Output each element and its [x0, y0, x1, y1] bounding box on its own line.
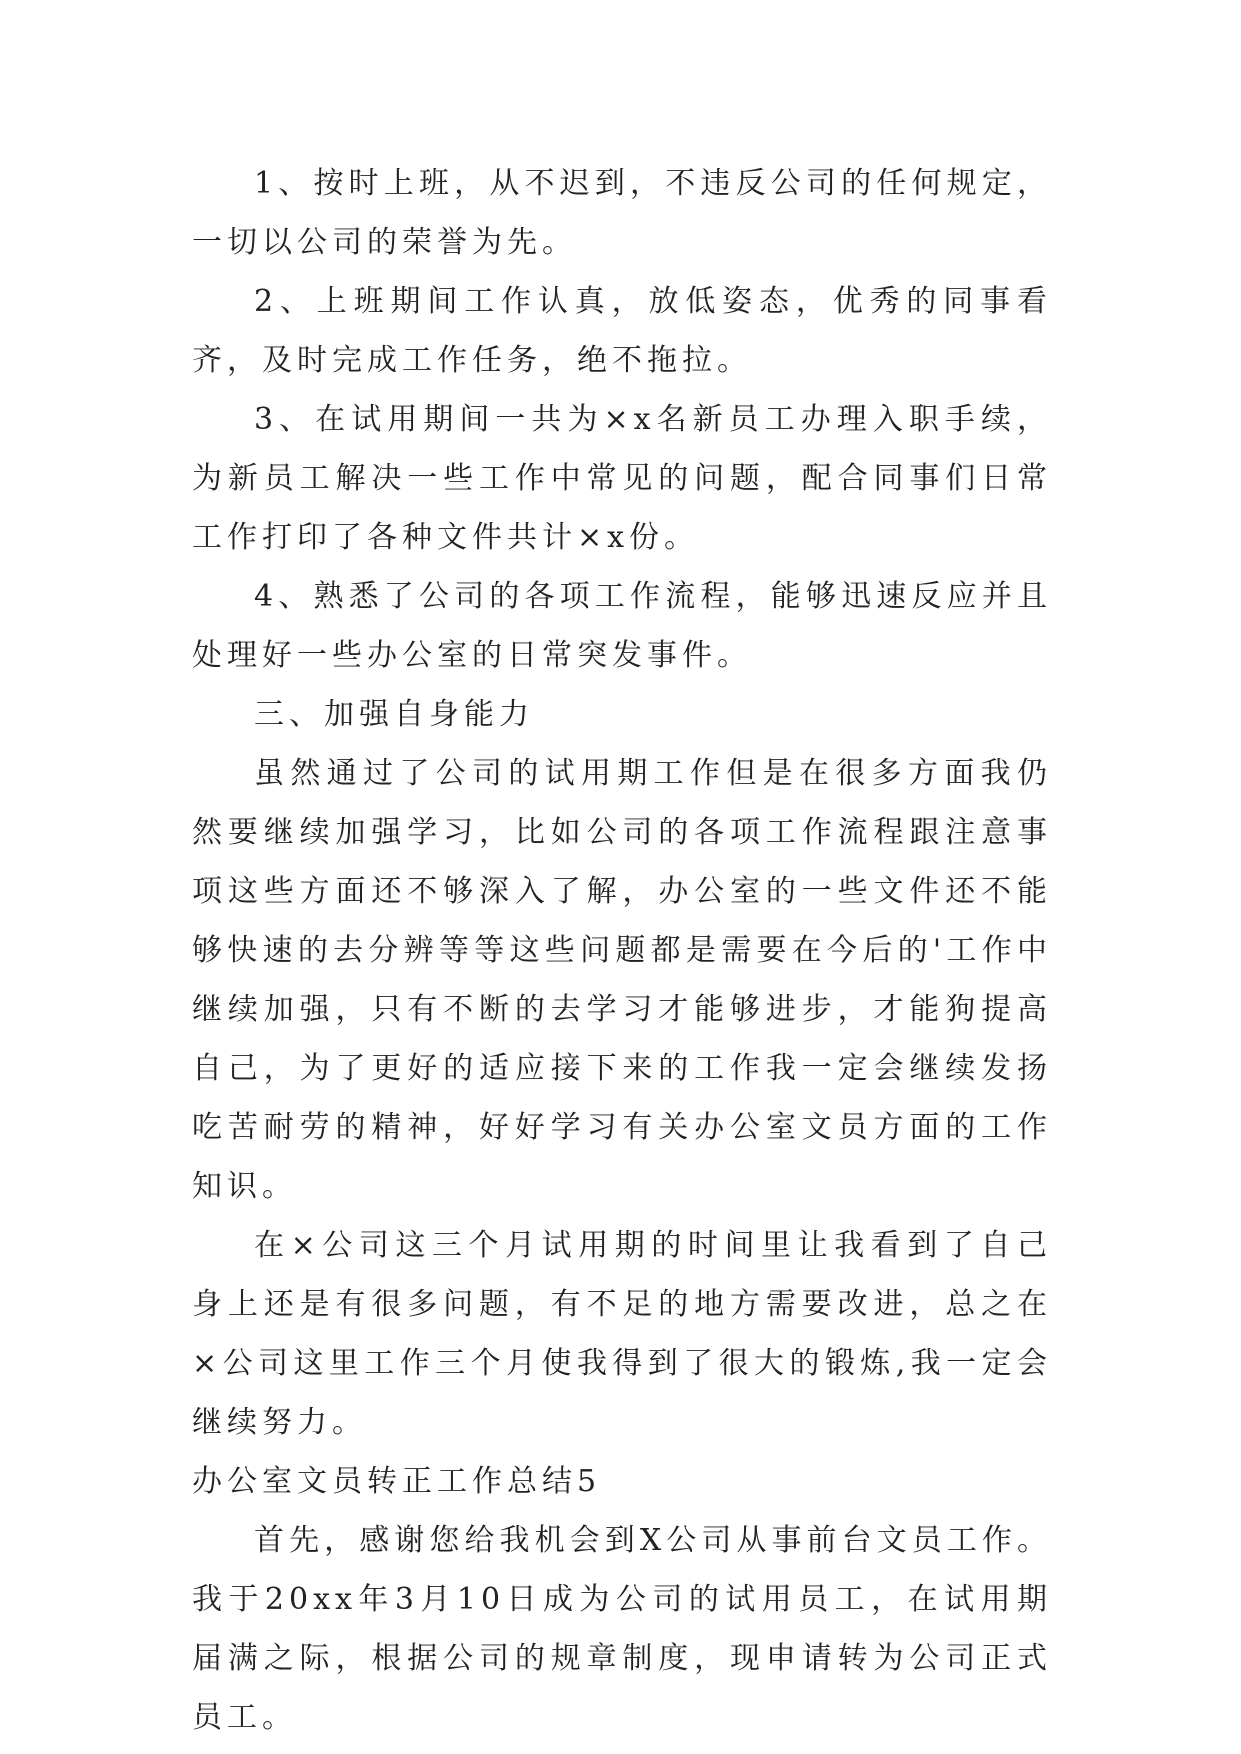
paragraph-item-2: 2、上班期间工作认真，放低姿态，优秀的同事看齐，及时完成工作任务，绝不拖拉。	[192, 284, 1052, 378]
paragraph-item-3: 3、在试用期间一共为×x名新员工办理入职手续，为新员工解决一些工作中常见的问题，配合同事们日常工作打印了各种文件共计×x份。	[192, 402, 1052, 555]
paragraph-self-improvement: 虽然通过了公司的试用期工作但是在很多方面我仍然要继续加强学习，比如公司的各项工作流程跟注意事项这些方面还不够深入了解，办公室的一些文件还不能够快速的去分辨等等这些问题都是需要在今后的'工作中继续加强，只有不断的去学习才能够进步，才能狗提高自己，为了更好的适应接下来的工作我一定会继续发扬吃苦耐劳的精神，好好学习有关办公室文员方面的工作知识。	[192, 756, 1052, 1204]
paragraph-closing: 首先，感谢您给我机会到X公司从事前台文员工作。我于20xx年3月10日成为公司的试用员工，在试用期届满之际，根据公司的规章制度，现申请转为公司正式员工。	[192, 1523, 1052, 1735]
paragraph-item-1: 1、按时上班，从不迟到，不违反公司的任何规定，一切以公司的荣誉为先。	[192, 166, 1052, 260]
document-page	[192, 154, 1052, 1747]
paragraph-item-4: 4、熟悉了公司的各项工作流程，能够迅速反应并且处理好一些办公室的日常突发事件。	[192, 579, 1052, 673]
document-section-title: 办公室文员转正工作总结5	[192, 1464, 602, 1499]
section-heading: 三、加强自身能力	[254, 697, 534, 732]
paragraph-summary: 在×公司这三个月试用期的时间里让我看到了自己身上还是有很多问题，有不足的地方需要改进，总之在×公司这里工作三个月使我得到了很大的锻炼,我一定会继续努力。	[192, 1228, 1052, 1440]
